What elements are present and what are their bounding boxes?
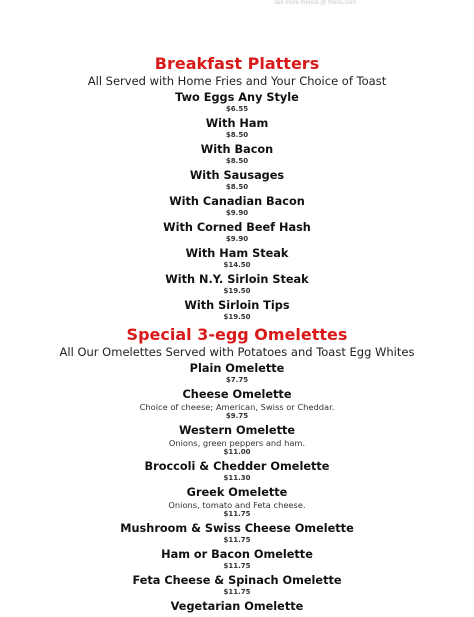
item-price: $9.75 xyxy=(225,412,249,420)
section-title: Breakfast Platters xyxy=(154,54,320,73)
menu-item xyxy=(0,169,474,192)
item-name: With Ham Steak xyxy=(185,247,289,260)
item-description: Choice of cheese; American, Swiss or Cheddar. xyxy=(139,402,335,412)
item-name: Vegetarian Omelette xyxy=(170,600,304,613)
menu-item xyxy=(0,91,474,114)
menu-item xyxy=(0,424,474,457)
menu-item xyxy=(0,143,474,166)
menu-item xyxy=(0,522,474,545)
item-price: $9.90 xyxy=(225,235,249,243)
item-name: Western Omelette xyxy=(178,424,296,437)
item-description: Onions, green peppers and ham. xyxy=(168,438,306,448)
watermark: see more menus @ menu.com xyxy=(273,0,356,6)
item-price: $14.50 xyxy=(223,261,251,269)
item-price: $11.75 xyxy=(223,536,251,544)
item-name: With Sausages xyxy=(189,169,285,182)
menu-item xyxy=(0,195,474,218)
item-price: $11.30 xyxy=(223,474,251,482)
item-name: Greek Omelette xyxy=(186,486,288,499)
menu-item xyxy=(0,548,474,571)
section-subtitle: All Served with Home Fries and Your Choice of Toast xyxy=(87,74,387,88)
item-price: $19.50 xyxy=(223,287,251,295)
item-name: With Bacon xyxy=(200,143,274,156)
item-price: $8.50 xyxy=(225,157,249,165)
menu-item xyxy=(0,362,474,385)
menu-item xyxy=(0,273,474,296)
item-price: $8.50 xyxy=(225,183,249,191)
menu-item xyxy=(0,299,474,322)
menu-item xyxy=(0,574,474,597)
item-name: With Sirloin Tips xyxy=(184,299,290,312)
menu-item xyxy=(0,117,474,140)
item-name: With Ham xyxy=(205,117,269,130)
item-name: Mushroom & Swiss Cheese Omelette xyxy=(120,522,354,535)
item-price: $11.75 xyxy=(223,588,251,596)
item-price: $9.90 xyxy=(225,209,249,217)
item-name: Ham or Bacon Omelette xyxy=(161,548,313,561)
item-price: $19.50 xyxy=(223,313,251,321)
item-name: Plain Omelette xyxy=(189,362,285,375)
menu-item xyxy=(0,221,474,244)
menu-item xyxy=(0,247,474,270)
item-price: $11.00 xyxy=(223,448,251,456)
item-name: With Corned Beef Hash xyxy=(163,221,311,234)
menu-item xyxy=(0,460,474,483)
menu-item xyxy=(0,486,474,519)
item-name: Feta Cheese & Spinach Omelette xyxy=(132,574,342,587)
item-name: Cheese Omelette xyxy=(182,388,292,401)
section-special-omelettes xyxy=(0,325,474,614)
item-price: $11.75 xyxy=(223,562,251,570)
section-breakfast-platters xyxy=(0,54,474,322)
menu-item xyxy=(0,600,474,614)
item-name: Broccoli & Chedder Omelette xyxy=(144,460,330,473)
menu-item xyxy=(0,388,474,421)
item-price: $8.50 xyxy=(225,131,249,139)
item-name: With N.Y. Sirloin Steak xyxy=(165,273,309,286)
section-title: Special 3-egg Omelettes xyxy=(126,325,348,344)
item-description: Onions, tomato and Feta cheese. xyxy=(168,500,306,510)
item-price: $7.75 xyxy=(225,376,249,384)
item-name: With Canadian Bacon xyxy=(169,195,305,208)
item-price: $11.75 xyxy=(223,510,251,518)
item-price: $6.55 xyxy=(225,105,249,113)
menu xyxy=(0,54,474,617)
section-subtitle: All Our Omelettes Served with Potatoes and Toast Egg Whites xyxy=(59,345,415,359)
item-name: Two Eggs Any Style xyxy=(175,91,299,104)
